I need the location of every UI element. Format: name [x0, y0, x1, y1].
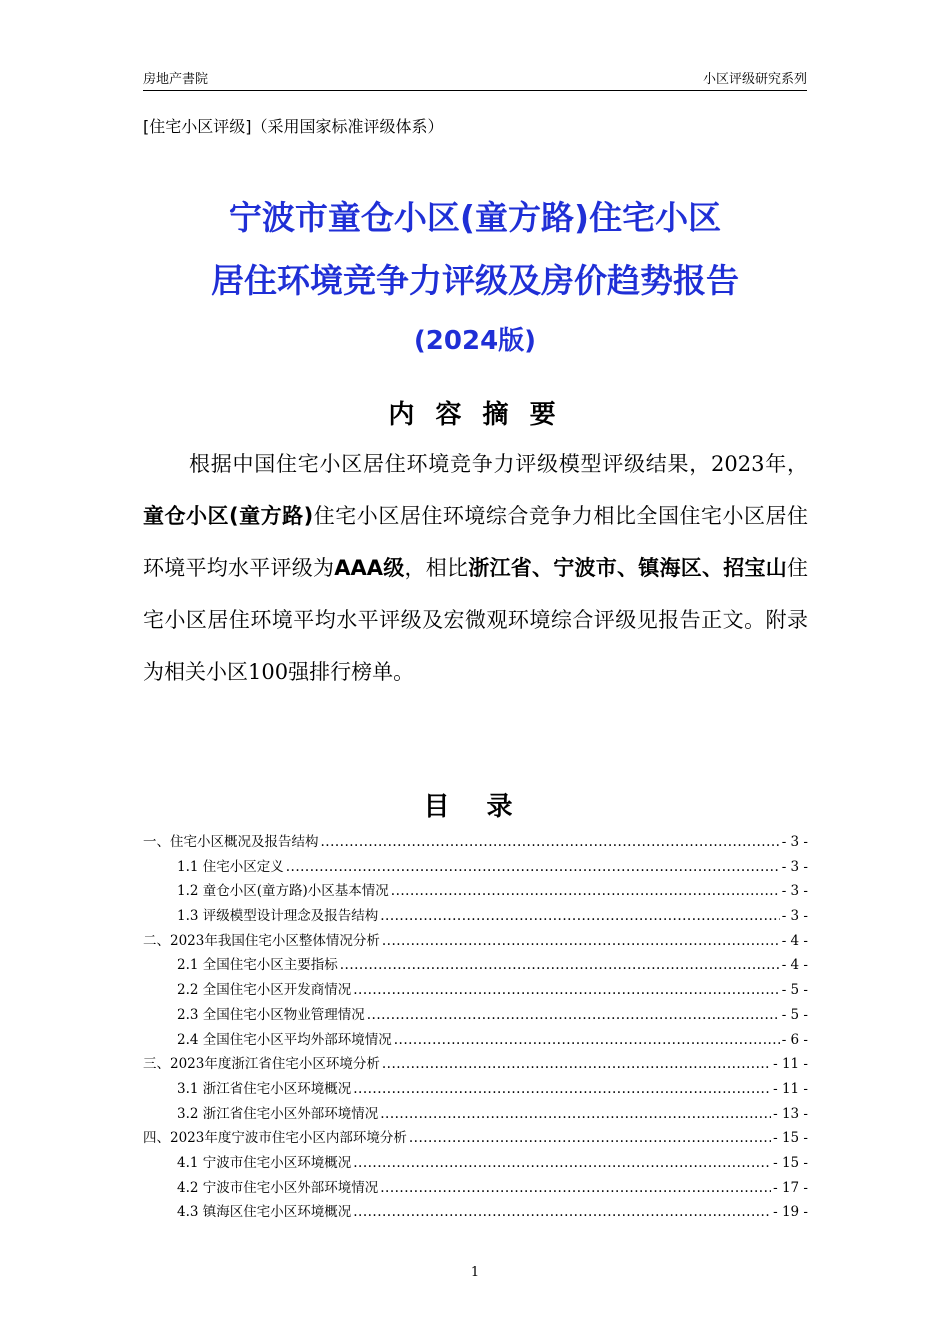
toc-leader-dots [382, 929, 780, 954]
toc-leader-dots [380, 904, 779, 929]
toc-entry-label: 2.3 全国住宅小区物业管理情况 [177, 1006, 365, 1023]
report-title-line-1: 宁波市童仓小区(童方路)住宅小区 [228, 198, 722, 237]
toc-leader-dots [353, 1151, 771, 1176]
toc-entry-label: 4.2 宁波市住宅小区外部环境情况 [177, 1179, 379, 1196]
toc-leader-dots [353, 1077, 771, 1102]
toc-entry-label: 一、住宅小区概况及报告结构 [143, 834, 319, 850]
toc-entry-label: 二、2023年我国住宅小区整体情况分析 [143, 932, 380, 949]
toc-leader-dots [353, 978, 779, 1003]
toc-entry[interactable] [143, 1102, 808, 1127]
summary-bold-rating: AAA级 [334, 556, 405, 580]
toc-entry-label: 1.1 住宅小区定义 [177, 858, 284, 875]
header-left-text: 房地产書院 [143, 72, 209, 87]
toc-entry-page: - 15 - [773, 1154, 808, 1171]
toc-entry-label: 1.3 评级模型设计理念及报告结构 [177, 908, 379, 925]
toc-entry-label: 2.1 全国住宅小区主要指标 [177, 957, 338, 974]
toc-entry-label: 3.1 浙江省住宅小区环境概况 [177, 1080, 352, 1097]
summary-text-1: 根据中国住宅小区居住环境竞争力评级模型评级结果，2023年， [189, 452, 808, 476]
summary-heading: 内 容 摘 要 [388, 400, 562, 430]
summary-text-4: 住宅小区居住环境平均水平评级及宏微观环境综合评级见报告正文。附录为相关小区100强排行榜单。 [143, 556, 809, 684]
toc-entry-page: - 11 - [773, 1080, 808, 1097]
report-category-tag: [住宅小区评级]（采用国家标准评级体系） [143, 117, 444, 136]
summary-bold-community: 童仓小区(童方路) [143, 504, 314, 528]
toc-leader-dots [409, 1126, 771, 1151]
toc-entry[interactable] [143, 1200, 808, 1225]
toc-entry-page: - 6 - [781, 1031, 808, 1048]
toc-entry-page: - 13 - [773, 1105, 808, 1122]
toc-entry[interactable] [143, 929, 808, 954]
toc-entry-page: - 17 - [773, 1179, 808, 1196]
summary-text-3: ，相比 [404, 556, 469, 580]
toc-entry-page: - 4 - [781, 957, 808, 974]
page-number: 1 [470, 1265, 480, 1280]
toc-entry-page: - 3 - [781, 858, 808, 875]
toc-leader-dots [340, 953, 780, 978]
toc-entry[interactable] [143, 1077, 808, 1102]
toc-entry[interactable] [143, 978, 808, 1003]
toc-entry-label: 2.2 全国住宅小区开发商情况 [177, 982, 352, 999]
toc-leader-dots [321, 830, 780, 855]
summary-body [143, 438, 808, 698]
report-edition: (2024版) [413, 326, 537, 356]
toc-entry-label: 3.2 浙江省住宅小区外部环境情况 [177, 1105, 379, 1122]
toc-entry[interactable] [143, 1151, 808, 1176]
toc-entry-page: - 3 - [781, 883, 808, 900]
toc-entry-label: 4.1 宁波市住宅小区环境概况 [177, 1154, 352, 1171]
toc-leader-dots [286, 855, 780, 880]
toc-entry[interactable] [143, 830, 808, 855]
toc-entry[interactable] [143, 953, 808, 978]
page-header [143, 66, 807, 91]
toc-entry-page: - 11 - [773, 1056, 808, 1073]
toc-entry[interactable] [143, 1052, 808, 1077]
toc-entry[interactable] [143, 879, 808, 904]
toc-entry-label: 三、2023年度浙江省住宅小区环境分析 [143, 1056, 380, 1073]
toc-entry-label: 四、2023年度宁波市住宅小区内部环境分析 [143, 1130, 407, 1147]
toc-leader-dots [391, 879, 780, 904]
summary-text-2: 住宅小区居住环境综合竞争力相比全国住宅小区居住环境平均水平评级为 [143, 504, 808, 580]
toc-entry[interactable] [143, 1028, 808, 1053]
toc-leader-dots [394, 1028, 780, 1053]
toc-leader-dots [353, 1200, 771, 1225]
toc-leader-dots [382, 1052, 771, 1077]
toc-entry-label: 1.2 童仓小区(童方路)小区基本情况 [177, 883, 389, 900]
toc-entry[interactable] [143, 1176, 808, 1201]
toc-entry-page: - 19 - [773, 1204, 808, 1221]
toc-entry[interactable] [143, 1003, 808, 1028]
toc-entry-page: - 3 - [781, 834, 808, 850]
toc-entry[interactable] [143, 904, 808, 929]
toc-entry-page: - 15 - [773, 1130, 808, 1147]
toc-entry-page: - 4 - [781, 932, 808, 949]
summary-paragraph [143, 438, 808, 698]
header-right-text: 小区评级研究系列 [702, 72, 807, 87]
toc-entry-page: - 5 - [781, 1006, 808, 1023]
toc-entry[interactable] [143, 1126, 808, 1151]
toc-leader-dots [380, 1102, 771, 1127]
toc-entry-page: - 5 - [781, 982, 808, 999]
toc-entry[interactable] [143, 855, 808, 880]
report-title-line-2: 居住环境竞争力评级及房价趋势报告 [211, 261, 739, 300]
toc-heading: 目 录 [423, 792, 527, 822]
toc-entry-label: 4.3 镇海区住宅小区环境概况 [177, 1204, 352, 1221]
toc-leader-dots [380, 1176, 771, 1201]
toc-entry-label: 2.4 全国住宅小区平均外部环境情况 [177, 1031, 392, 1048]
toc-leader-dots [367, 1003, 780, 1028]
table-of-contents [143, 830, 808, 1225]
toc-entry-page: - 3 - [781, 908, 808, 925]
summary-bold-regions: 浙江省、宁波市、镇海区、招宝山 [468, 556, 788, 580]
